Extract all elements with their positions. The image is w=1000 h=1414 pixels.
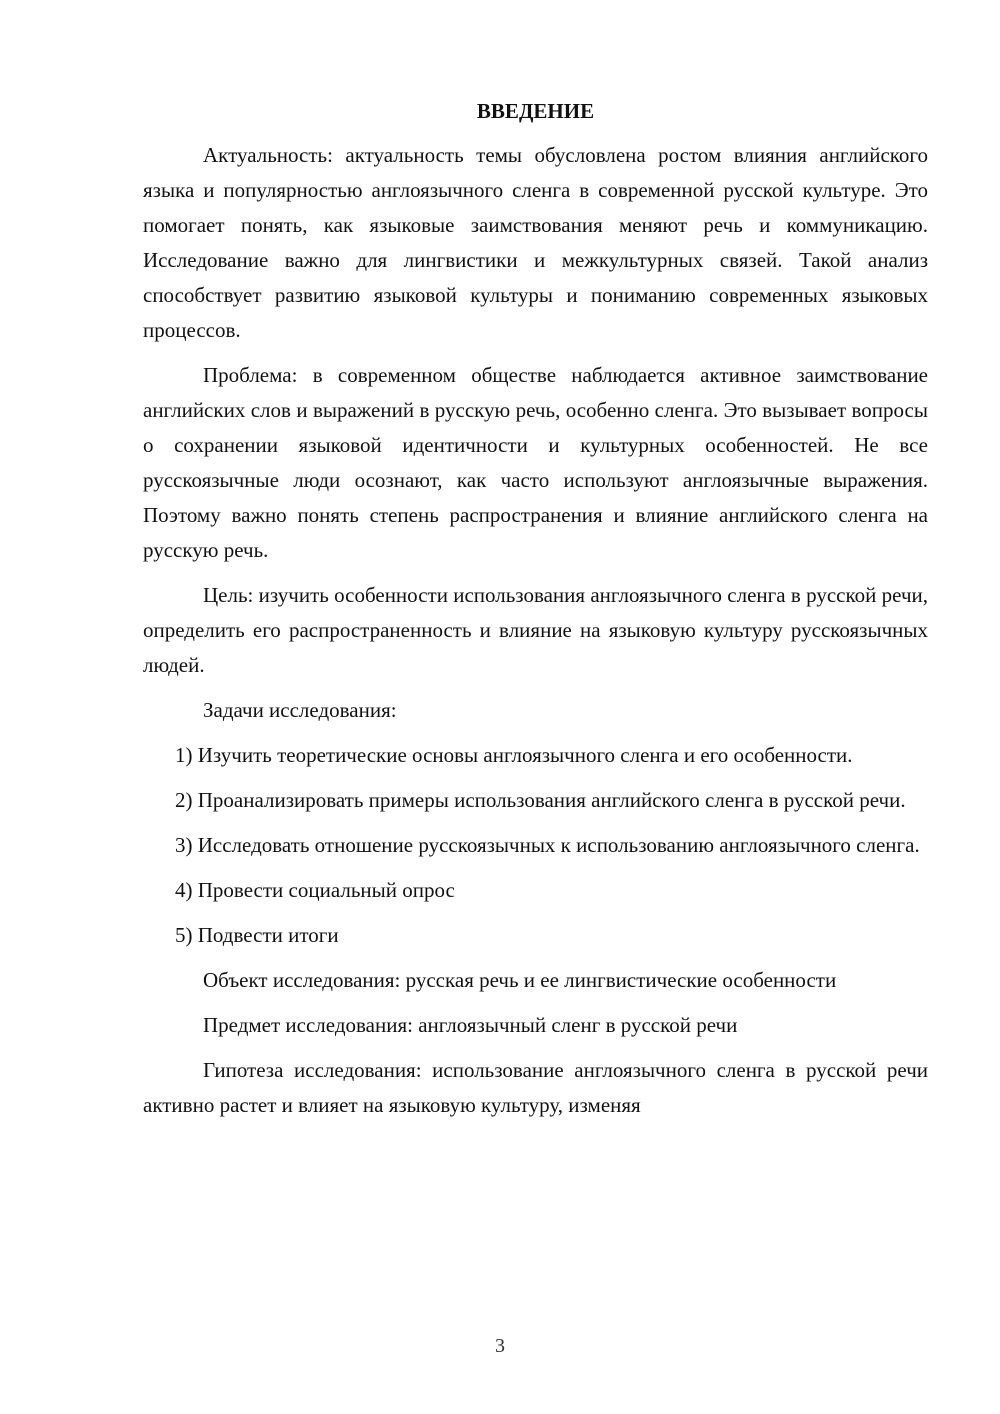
task-item-2: 2) Проанализировать примеры использования английского сленга в русской речи. — [175, 788, 906, 812]
paragraph-hypothesis: Гипотеза исследования: использование англоязычного сленга в русской речи активно растет и влияет на языковую культуру, изменяя — [143, 1058, 928, 1117]
paragraph-problem: Проблема: в современном обществе наблюдается активное заимствование английских слов и выражений в русскую речь, особенно сленга. Это вызывает вопросы о сохранении языковой идентичности и культурных особенностей. Не все русскоязычные люди осознают, как часто используют англоязычные выражения. Поэтому важно понять степень распространения и влияние английского сленга на русскую речь. — [143, 363, 928, 562]
task-item-5: 5) Подвести итоги — [175, 923, 339, 947]
document-body — [143, 94, 928, 1133]
tasks-heading: Задачи исследования: — [203, 698, 397, 722]
paragraph-subject: Предмет исследования: англоязычный сленг в русской речи — [203, 1013, 738, 1037]
task-item-4: 4) Провести социальный опрос — [175, 878, 455, 902]
paragraph-object: Объект исследования: русская речь и ее лингвистические особенности — [203, 968, 837, 992]
paragraph-goal: Цель: изучить особенности использования англоязычного сленга в русской речи, определить его распространенность и влияние на языковую культуру русскоязычных людей. — [143, 583, 928, 677]
page-number: 3 — [495, 1335, 505, 1357]
paragraph-relevance: Актуальность: актуальность темы обусловлена ростом влияния английского языка и популярностью англоязычного сленга в современной русской культуре. Это помогает понять, как языковые заимствования меняют речь и коммуникацию. Исследование важно для лингвистики и межкультурных связей. Такой анализ способствует развитию языковой культуры и пониманию современных языковых процессов. — [143, 143, 928, 342]
section-heading: ВВЕДЕНИЕ — [476, 99, 595, 123]
task-item-1: 1) Изучить теоретические основы англоязычного сленга и его особенности. — [175, 743, 853, 767]
task-item-3: 3) Исследовать отношение русскоязычных к использованию англоязычного сленга. — [175, 833, 920, 857]
